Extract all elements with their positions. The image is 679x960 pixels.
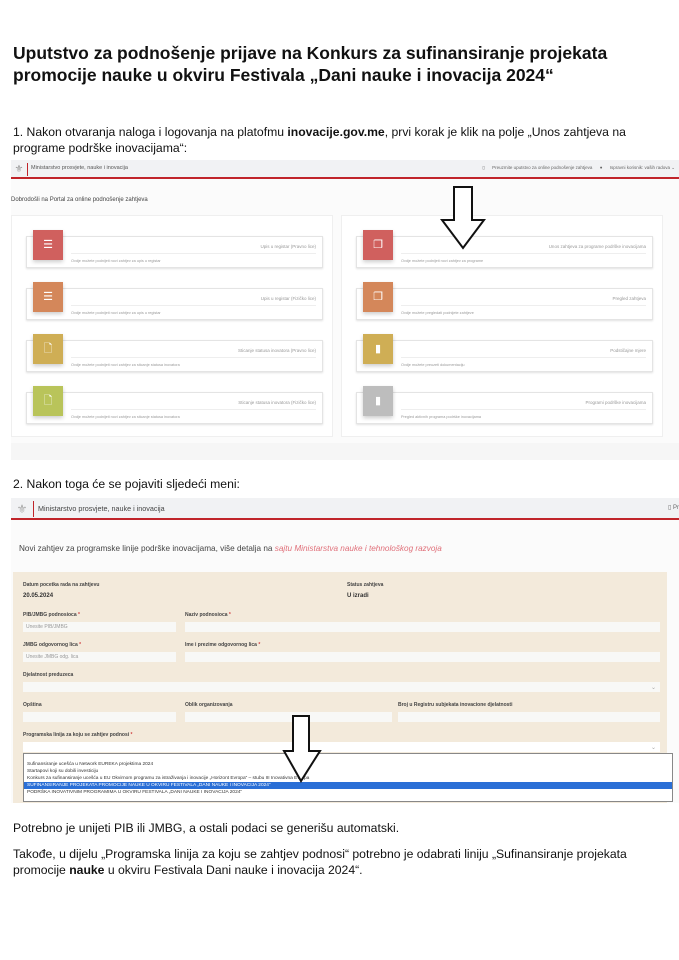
guide-download-link[interactable]: ▯ Preuzmite uputstvo za online podnošenje zahtjeva xyxy=(482,165,593,170)
ministry-name: Ministarstvo prosvjete, nauke i inovacija xyxy=(31,165,128,171)
service-card-review-requests[interactable]: ❐ Pregled zahtjeva Ovdje možete pregledati podnijete zahtjeve xyxy=(356,288,653,320)
request-form-screenshot xyxy=(11,498,679,803)
activity-select[interactable] xyxy=(23,682,660,692)
file-person-icon: 🗋 xyxy=(33,386,63,416)
responsible-person-label: Ime i prezime odgovornog lica * xyxy=(185,642,261,648)
document-icon: ▮ xyxy=(363,334,393,364)
left-services-panel xyxy=(11,215,333,437)
copy-icon: ❐ xyxy=(363,282,393,312)
portal-footer xyxy=(11,443,679,460)
service-card-innovator-legal[interactable]: 🗋 Sticanje statusa inovatora (Pravno lice) Ovdje možete podnijeti novi zahtjev za sticanje statusa inovatora xyxy=(26,340,323,372)
status-value: U izradi xyxy=(347,593,369,599)
jmbg-input[interactable]: Unesite JMBG odg. lica xyxy=(23,652,176,662)
program-line-label: Programska linija za koju se zahtjev podnosi * xyxy=(23,732,133,738)
copy-icon: ❐ xyxy=(363,230,393,260)
service-card-register-person[interactable]: ☰ Upis u registar (Fizičko lice) Ovdje možete podnijeti novi zahtjev za upis u registar xyxy=(26,288,323,320)
coat-of-arms-icon: ⚜ xyxy=(14,164,24,175)
dropdown-option[interactable]: PODRŠKA INOVATIVNIM PROGRAMIMA U OKVIRU FESTIVALA „DANI NAUKE I INOVACIJA 2024“ xyxy=(27,790,243,795)
pib-input[interactable]: Unesite PIB/JMBG xyxy=(23,622,176,632)
applicant-name-input[interactable] xyxy=(185,622,660,632)
portal-header xyxy=(11,498,679,520)
file-add-icon: 🗋 xyxy=(33,334,63,364)
start-date-label: Datum pocetka rada na zahtjevu xyxy=(23,582,100,588)
header-divider xyxy=(33,501,34,517)
dropdown-option[interactable]: Sufinansiranje ucešća u Network EUREKA projektima 2024 xyxy=(27,762,154,767)
service-card-support-programs[interactable]: ▮ Programi podrške inovacijama Pregled aktivnih programa podrške inovacijama xyxy=(356,392,653,424)
applicant-name-label: Naziv podnosioca * xyxy=(185,612,231,618)
user-menu[interactable]: ● Ispravni korisnik: vaših radova ⌄ xyxy=(599,165,675,170)
status-label: Status zahtjeva xyxy=(347,582,384,588)
service-card-register-legal[interactable]: ☰ Upis u registar (Pravno lice) Ovdje možete podnijeti novi zahtjev za upis u registar xyxy=(26,236,323,268)
title-line-1: Uputstvo za podnošenje prijave na Konkurs za sufinansiranje projekata xyxy=(13,43,608,63)
jmbg-label: JMBG odgovornog lica * xyxy=(23,642,82,648)
program-line-select[interactable] xyxy=(23,742,660,752)
program-line-dropdown[interactable] xyxy=(23,753,673,802)
responsible-person-input[interactable] xyxy=(185,652,660,662)
down-arrow-icon xyxy=(440,186,486,250)
welcome-text: Dobrodošli na Portal za online podnošenje zahtjeva xyxy=(11,197,148,203)
registry-number-input[interactable] xyxy=(398,712,660,722)
chevron-down-icon: ⌄ xyxy=(650,685,656,691)
header-right-stub[interactable]: ▯ Pr xyxy=(668,505,679,511)
note-pib: Potrebno je unijeti PIB ili JMBG, a ostali podaci se generišu automatski. xyxy=(13,821,400,835)
document-title xyxy=(13,42,673,86)
activity-label: Djelatnost preduzeca xyxy=(23,672,74,678)
register-icon: ☰ xyxy=(33,230,63,260)
ministry-site-link[interactable]: sajtu Ministarstva nauke i tehnološkog razvoja xyxy=(274,544,442,553)
platform-name: inovacije.gov.me xyxy=(287,125,385,139)
dropdown-option[interactable] xyxy=(24,754,672,761)
portal-home-screenshot xyxy=(11,160,679,460)
portal-header xyxy=(11,160,679,179)
title-line-2: promocije nauke u okviru Festivala „Dani nauke i inovacija 2024“ xyxy=(13,65,554,85)
service-card-innovator-person[interactable]: 🗋 Sticanje statusa inovatora (Fizičko lice) Ovdje možete podnijeti novi zahtjev za sticanje statusa inovatora xyxy=(26,392,323,424)
ministry-name: Ministarstvo prosvjete, nauke i inovacija xyxy=(38,504,165,513)
municipality-label: Opština xyxy=(23,702,42,708)
dropdown-option-selected[interactable]: SUFINANSIRANJE PROJEKATA PROMOCIJE NAUKE U OKVIRU FESTIVALA „DANI NAUKE I INOVACIJA 2024“ xyxy=(24,782,672,789)
header-right xyxy=(476,165,675,171)
step-2-text: 2. Nakon toga će se pojaviti sljedeći meni: xyxy=(13,477,240,491)
dropdown-option[interactable]: Konkurs za sufinansiranje ucešća u EU Okvirnom programu za istraživanja i inovacije „Horizont Evropa“ – stubu III Inovativna Evropa xyxy=(27,776,310,781)
start-date-value: 20.05.2024 xyxy=(23,593,54,599)
chevron-down-icon: ⌄ xyxy=(650,745,656,751)
form-intro: Novi zahtjev za programske linije podrške inovacijama, više detalja na sajtu Ministarstva nauke i tehnološkog razvoja xyxy=(19,544,442,553)
note-program-line: Takođe, u dijelu „Programska linija za koju se zahtjev podnosi“ potrebno je odabrati liniju „Sufinansiranje projekata promocije nauke u okviru Festivala Dani nauke i inovacija 2024“. xyxy=(13,847,627,877)
step-1-text: 1. Nakon otvaranja naloga i logovanja na platofmu inovacije.gov.me, prvi korak je klik na polje „Unos zahtjeva na programe podrške inovacijama“: xyxy=(13,125,626,155)
right-services-panel xyxy=(341,215,663,437)
service-card-program-request[interactable]: ❐ Unos zahtjeva za programe podrške inovacijama Ovdje možete podnijeti novi zahtjev za programe xyxy=(356,236,653,268)
org-form-label: Oblik organizovanja xyxy=(185,702,233,708)
dropdown-option[interactable]: Startapovi koji su dobili investiciju xyxy=(27,769,99,774)
service-card-incentives[interactable]: ▮ Podstičajne mjere Ovdje možete preuzeti dokumentaciju xyxy=(356,340,653,372)
header-divider xyxy=(27,163,28,176)
document-icon: ▮ xyxy=(363,386,393,416)
municipality-input[interactable] xyxy=(23,712,176,722)
register-person-icon: ☰ xyxy=(33,282,63,312)
down-arrow-icon xyxy=(282,715,322,783)
registry-number-label: Broj u Registru subjekata inovacione djelatnosti xyxy=(398,702,513,708)
coat-of-arms-icon: ⚜ xyxy=(16,502,28,516)
pib-label: PIB/JMBG podnosioca * xyxy=(23,612,80,618)
